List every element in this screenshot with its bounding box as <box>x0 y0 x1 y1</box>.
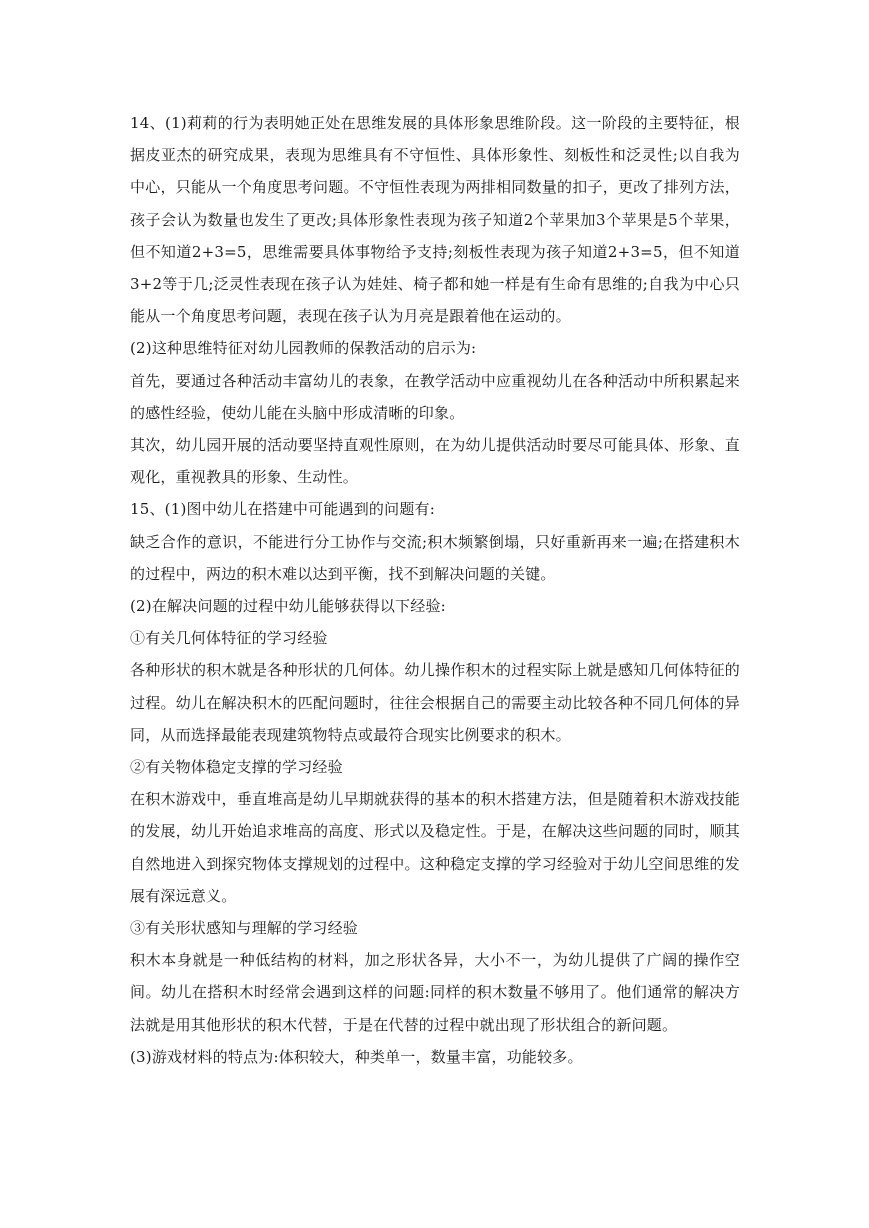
experience-3-heading: ③有关形状感知与理解的学习经验 <box>130 919 359 938</box>
answer-14-part2-first: 首先，要通过各种活动丰富幼儿的表象，在教学活动中应重视幼儿在各种活动中所积累起来的感性经验，使幼儿能在头脑中形成清晰的印象。 <box>130 371 740 422</box>
experience-2-heading: ②有关物体稳定支撑的学习经验 <box>130 758 343 777</box>
answer-15-part1-body: 缺乏合作的意识，不能进行分工协作与交流;积木频繁倒塌，只好重新再来一遍;在搭建积木的过程中，两边的积木难以达到平衡，找不到解决问题的关键。 <box>130 532 740 583</box>
document-body <box>130 107 740 1073</box>
answer-15-part3: (3)游戏材料的特点为:体积较大，种类单一，数量丰富，功能较多。 <box>130 1047 583 1066</box>
answer-15-part1-heading: 15、(1)图中幼儿在搭建中可能遇到的问题有: <box>130 500 435 519</box>
answer-14-part1: 14、(1)莉莉的行为表明她正处在思维发展的具体形象思维阶段。这一阶段的主要特征，根据皮亚杰的研究成果，表现为思维具有不守恒性、具体形象性、刻板性和泛灵性;以自我为中心，只能从一个角度思考问题。不守恒性表现为两排相同数量的扣子，更改了排列方法，孩子会认为数量也发生了更改;具体形象性表现为孩子知道2个苹果加3个苹果是5个苹果，但不知道2+3=5，思维需要具体事物给予支持;刻板性表现为孩子知道2+3=5，但不知道3+2等于几;泛灵性表现在孩子认为娃娃、椅子都和她一样是有生命有思维的;自我为中心只能从一个角度思考问题，表现在孩子认为月亮是跟着他在运动的。 <box>130 114 740 326</box>
experience-1-heading: ①有关几何体特征的学习经验 <box>130 629 328 648</box>
answer-14-part2-second: 其次，幼儿园开展的活动要坚持直观性原则，在为幼儿提供活动时要尽可能具体、形象、直观化，重视教具的形象、生动性。 <box>130 436 740 487</box>
experience-2-body: 在积木游戏中，垂直堆高是幼儿早期就获得的基本的积木搭建方法，但是随着积木游戏技能的发展，幼儿开始追求堆高的高度、形式以及稳定性。于是，在解决这些问题的同时，顺其自然地进入到探究物体支撑规划的过程中。这种稳定支撑的学习经验对于幼儿空间思维的发展有深远意义。 <box>130 790 740 905</box>
experience-3-body: 积木本身就是一种低结构的材料，加之形状各异，大小不一，为幼儿提供了广阔的操作空间。幼儿在搭积木时经常会遇到这样的问题:同样的积木数量不够用了。他们通常的解决方法就是用其他形状的积木代替，于是在代替的过程中就出现了形状组合的新问题。 <box>130 951 740 1034</box>
answer-14-part2-heading: (2)这种思维特征对幼儿园教师的保教活动的启示为: <box>130 339 477 358</box>
experience-1-body: 各种形状的积木就是各种形状的几何体。幼儿操作积木的过程实际上就是感知几何体特征的过程。幼儿在解决积木的匹配问题时，往往会根据自己的需要主动比较各种不同几何体的异同，从而选择最能表现建筑物特点或最符合现实比例要求的积木。 <box>130 661 740 744</box>
answer-15-part2-heading: (2)在解决问题的过程中幼儿能够获得以下经验: <box>130 597 446 616</box>
